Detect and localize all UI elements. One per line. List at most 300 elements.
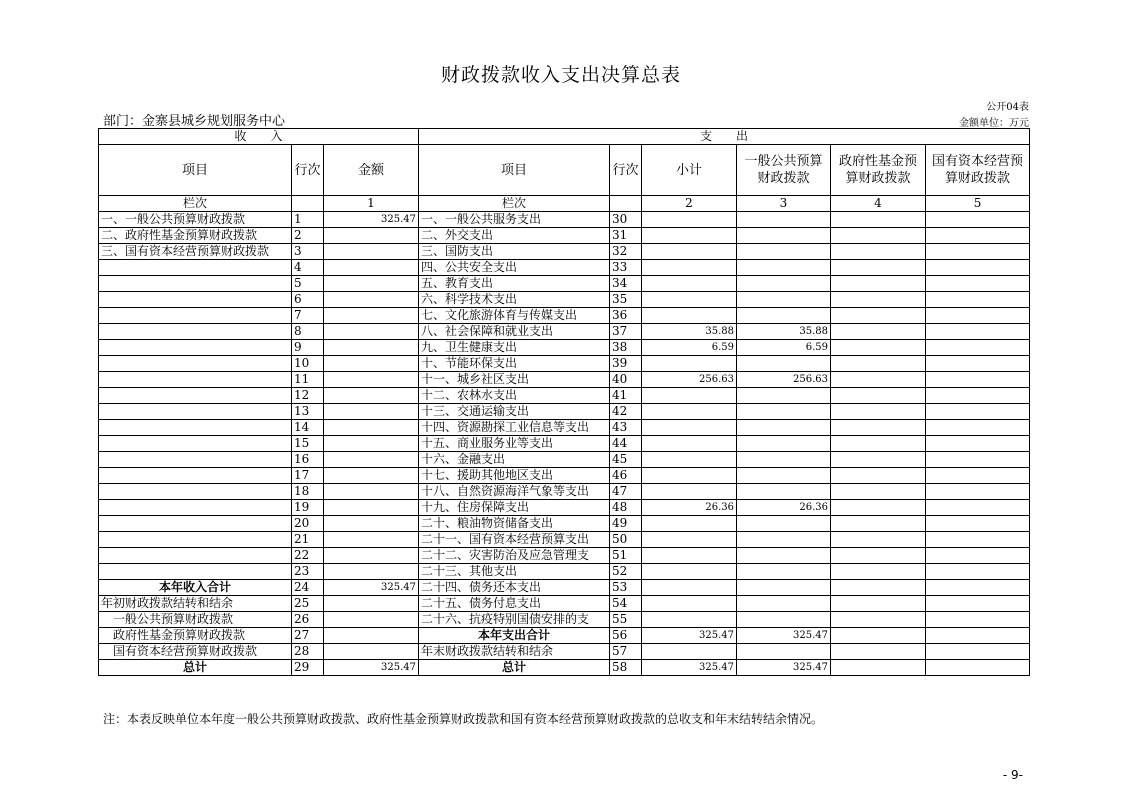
income-item (99, 340, 292, 356)
expense-row-number: 46 (610, 468, 642, 484)
col-index-expense-row (610, 196, 642, 212)
expense-subtotal (642, 468, 737, 484)
expense-item: 二十二、灾害防治及应急管理支 (419, 548, 610, 564)
expense-subtotal (642, 388, 737, 404)
expense-state-capital (926, 292, 1030, 308)
income-row-number: 11 (292, 372, 324, 388)
table-row (99, 452, 1030, 468)
expense-general-budget (737, 516, 831, 532)
income-amount: 325.47 (324, 660, 419, 676)
expense-state-capital (926, 628, 1030, 644)
expense-item: 二十一、国有资本经营预算支出 (419, 532, 610, 548)
expense-general-budget: 26.36 (737, 500, 831, 516)
expense-subtotal (642, 404, 737, 420)
expense-state-capital (926, 356, 1030, 372)
income-row-number: 17 (292, 468, 324, 484)
expense-state-capital (926, 436, 1030, 452)
expense-subtotal (642, 516, 737, 532)
income-section-label: 收 入 (99, 129, 419, 145)
expense-state-capital (926, 564, 1030, 580)
column-index-row (99, 196, 1030, 212)
expense-gov-fund (831, 356, 926, 372)
income-amount (324, 468, 419, 484)
income-amount (324, 260, 419, 276)
expense-item: 二十四、债务还本支出 (419, 580, 610, 596)
expense-item: 十四、资源勘探工业信息等支出 (419, 420, 610, 436)
table-row (99, 324, 1030, 340)
income-row-number: 14 (292, 420, 324, 436)
income-amount (324, 276, 419, 292)
expense-subtotal (642, 276, 737, 292)
expense-row-number: 58 (610, 660, 642, 676)
income-row-number: 19 (292, 500, 324, 516)
expense-subtotal (642, 356, 737, 372)
expense-row-number: 38 (610, 340, 642, 356)
expense-gov-fund (831, 532, 926, 548)
income-amount (324, 404, 419, 420)
income-item (99, 372, 292, 388)
expense-row-number: 41 (610, 388, 642, 404)
expense-general-budget (737, 212, 831, 228)
expense-section-label: 支 出 (419, 129, 1030, 145)
table-row (99, 564, 1030, 580)
expense-state-capital (926, 404, 1030, 420)
income-row-number: 2 (292, 228, 324, 244)
expense-gov-fund (831, 580, 926, 596)
income-amount: 325.47 (324, 580, 419, 596)
expense-subtotal (642, 612, 737, 628)
fiscal-summary-table (98, 128, 1030, 676)
expense-general-budget (737, 596, 831, 612)
expense-row-number: 47 (610, 484, 642, 500)
col-index-expense-item: 栏次 (419, 196, 610, 212)
income-row-number: 6 (292, 292, 324, 308)
expense-item: 四、公共安全支出 (419, 260, 610, 276)
expense-item: 十六、金融支出 (419, 452, 610, 468)
expense-row-number: 39 (610, 356, 642, 372)
col-index-state: 5 (926, 196, 1030, 212)
expense-general-budget (737, 484, 831, 500)
expense-subtotal (642, 564, 737, 580)
expense-gov-fund (831, 564, 926, 580)
income-item: 政府性基金预算财政拨款 (99, 628, 292, 644)
expense-subtotal (642, 244, 737, 260)
table-row (99, 340, 1030, 356)
income-item (99, 500, 292, 516)
income-item: 三、国有资本经营预算财政拨款 (99, 244, 292, 260)
expense-item: 八、社会保障和就业支出 (419, 324, 610, 340)
expense-subtotal (642, 484, 737, 500)
expense-item: 二十五、债务付息支出 (419, 596, 610, 612)
expense-state-capital (926, 532, 1030, 548)
income-item (99, 404, 292, 420)
table-row (99, 612, 1030, 628)
expense-row-number: 35 (610, 292, 642, 308)
expense-item: 年末财政拨款结转和结余 (419, 644, 610, 660)
table-row (99, 276, 1030, 292)
expense-row-number: 43 (610, 420, 642, 436)
expense-subtotal (642, 452, 737, 468)
expense-gov-fund (831, 516, 926, 532)
expense-item: 总计 (419, 660, 610, 676)
table-row (99, 660, 1030, 676)
expense-state-capital (926, 372, 1030, 388)
income-item (99, 308, 292, 324)
expense-subtotal (642, 228, 737, 244)
expense-row-number: 37 (610, 324, 642, 340)
income-item (99, 468, 292, 484)
col-index-income-amount: 1 (324, 196, 419, 212)
income-row-number: 9 (292, 340, 324, 356)
income-row-number: 20 (292, 516, 324, 532)
income-amount (324, 644, 419, 660)
income-row-number: 15 (292, 436, 324, 452)
expense-state-capital (926, 452, 1030, 468)
expense-row-number: 45 (610, 452, 642, 468)
table-row (99, 644, 1030, 660)
expense-row-number: 31 (610, 228, 642, 244)
expense-gov-fund (831, 212, 926, 228)
table-row (99, 580, 1030, 596)
expense-row-number: 32 (610, 244, 642, 260)
header-income-amount: 金额 (324, 145, 419, 196)
income-item (99, 516, 292, 532)
expense-general-budget (737, 228, 831, 244)
expense-state-capital (926, 276, 1030, 292)
col-index-fund: 4 (831, 196, 926, 212)
expense-item: 九、卫生健康支出 (419, 340, 610, 356)
table-row (99, 516, 1030, 532)
expense-state-capital (926, 212, 1030, 228)
income-item (99, 260, 292, 276)
expense-item: 十五、商业服务业等支出 (419, 436, 610, 452)
expense-item: 本年支出合计 (419, 628, 610, 644)
income-item: 国有资本经营预算财政拨款 (99, 644, 292, 660)
expense-item: 十八、自然资源海洋气象等支出 (419, 484, 610, 500)
income-amount (324, 340, 419, 356)
expense-gov-fund (831, 388, 926, 404)
expense-row-number: 56 (610, 628, 642, 644)
expense-gov-fund (831, 468, 926, 484)
expense-row-number: 51 (610, 548, 642, 564)
expense-state-capital (926, 580, 1030, 596)
income-item (99, 564, 292, 580)
expense-gov-fund (831, 324, 926, 340)
income-row-number: 29 (292, 660, 324, 676)
expense-general-budget (737, 644, 831, 660)
income-item: 总计 (99, 660, 292, 676)
table-row (99, 420, 1030, 436)
header-expense-state: 国有资本经营预算财政拨款 (926, 145, 1030, 196)
table-row (99, 548, 1030, 564)
income-item: 本年收入合计 (99, 580, 292, 596)
expense-state-capital (926, 516, 1030, 532)
expense-general-budget: 35.88 (737, 324, 831, 340)
income-amount (324, 532, 419, 548)
table-row (99, 308, 1030, 324)
income-item (99, 388, 292, 404)
col-index-subtotal: 2 (642, 196, 737, 212)
expense-state-capital (926, 468, 1030, 484)
income-row-number: 24 (292, 580, 324, 596)
expense-gov-fund (831, 276, 926, 292)
expense-general-budget (737, 260, 831, 276)
expense-gov-fund (831, 244, 926, 260)
expense-general-budget (737, 308, 831, 324)
table-row (99, 212, 1030, 228)
header-income-item: 项目 (99, 145, 292, 196)
expense-subtotal (642, 436, 737, 452)
department-label: 部门：金寨县城乡规划服务中心 (103, 114, 286, 129)
col-index-income-row (292, 196, 324, 212)
expense-state-capital (926, 324, 1030, 340)
unit-label: 金额单位：万元 (959, 118, 1029, 129)
expense-item: 一、一般公共服务支出 (419, 212, 610, 228)
table-row (99, 356, 1030, 372)
expense-row-number: 50 (610, 532, 642, 548)
expense-subtotal (642, 260, 737, 276)
table-row (99, 532, 1030, 548)
expense-subtotal (642, 596, 737, 612)
expense-item: 十一、城乡社区支出 (419, 372, 610, 388)
income-item (99, 548, 292, 564)
income-amount (324, 324, 419, 340)
income-row-number: 16 (292, 452, 324, 468)
expense-general-budget (737, 244, 831, 260)
income-row-number: 13 (292, 404, 324, 420)
expense-gov-fund (831, 420, 926, 436)
expense-item: 二、外交支出 (419, 228, 610, 244)
expense-gov-fund (831, 644, 926, 660)
expense-general-budget (737, 612, 831, 628)
income-amount (324, 516, 419, 532)
income-amount (324, 372, 419, 388)
table-row (99, 596, 1030, 612)
income-row-number: 23 (292, 564, 324, 580)
income-row-number: 1 (292, 212, 324, 228)
table-row (99, 628, 1030, 644)
expense-gov-fund (831, 660, 926, 676)
expense-item: 六、科学技术支出 (419, 292, 610, 308)
expense-state-capital (926, 244, 1030, 260)
table-row (99, 388, 1030, 404)
expense-subtotal (642, 292, 737, 308)
income-item (99, 420, 292, 436)
income-amount (324, 564, 419, 580)
expense-general-budget: 256.63 (737, 372, 831, 388)
expense-subtotal (642, 212, 737, 228)
income-row-number: 4 (292, 260, 324, 276)
expense-row-number: 57 (610, 644, 642, 660)
expense-state-capital (926, 308, 1030, 324)
expense-subtotal: 6.59 (642, 340, 737, 356)
expense-state-capital (926, 500, 1030, 516)
table-row (99, 468, 1030, 484)
expense-gov-fund (831, 500, 926, 516)
expense-item: 二十三、其他支出 (419, 564, 610, 580)
income-item (99, 276, 292, 292)
footnote: 注：本表反映单位本年度一般公共预算财政拨款、政府性基金预算财政拨款和国有资本经营预算财政拨款的总收支和年末结转结余情况。 (103, 712, 824, 726)
expense-row-number: 53 (610, 580, 642, 596)
income-row-number: 3 (292, 244, 324, 260)
income-amount (324, 596, 419, 612)
income-amount (324, 612, 419, 628)
section-header-row (99, 129, 1030, 145)
table-row (99, 244, 1030, 260)
expense-item: 十九、住房保障支出 (419, 500, 610, 516)
expense-gov-fund (831, 548, 926, 564)
expense-general-budget (737, 436, 831, 452)
expense-state-capital (926, 548, 1030, 564)
expense-general-budget (737, 452, 831, 468)
income-amount (324, 484, 419, 500)
income-row-number: 26 (292, 612, 324, 628)
table-row (99, 260, 1030, 276)
expense-item: 二十、粮油物资储备支出 (419, 516, 610, 532)
income-row-number: 25 (292, 596, 324, 612)
expense-item: 二十六、抗疫特别国债安排的支 (419, 612, 610, 628)
expense-general-budget (737, 532, 831, 548)
expense-row-number: 49 (610, 516, 642, 532)
col-index-general: 3 (737, 196, 831, 212)
expense-general-budget (737, 276, 831, 292)
expense-general-budget (737, 356, 831, 372)
expense-subtotal: 325.47 (642, 628, 737, 644)
expense-state-capital (926, 644, 1030, 660)
income-item: 二、政府性基金预算财政拨款 (99, 228, 292, 244)
income-item (99, 484, 292, 500)
expense-general-budget (737, 420, 831, 436)
expense-general-budget (737, 468, 831, 484)
expense-general-budget: 6.59 (737, 340, 831, 356)
expense-state-capital (926, 260, 1030, 276)
expense-subtotal (642, 580, 737, 596)
table-row (99, 372, 1030, 388)
header-expense-item: 项目 (419, 145, 610, 196)
table-row (99, 500, 1030, 516)
income-amount (324, 228, 419, 244)
expense-row-number: 44 (610, 436, 642, 452)
income-row-number: 27 (292, 628, 324, 644)
expense-gov-fund (831, 452, 926, 468)
expense-state-capital (926, 612, 1030, 628)
col-index-income-item: 栏次 (99, 196, 292, 212)
expense-item: 十二、农林水支出 (419, 388, 610, 404)
expense-row-number: 54 (610, 596, 642, 612)
page-number: - 9- (1002, 768, 1023, 782)
table-row (99, 228, 1030, 244)
expense-gov-fund (831, 404, 926, 420)
expense-gov-fund (831, 228, 926, 244)
header-expense-subtotal: 小计 (642, 145, 737, 196)
table-row (99, 292, 1030, 308)
income-item (99, 356, 292, 372)
income-item (99, 324, 292, 340)
expense-item: 十三、交通运输支出 (419, 404, 610, 420)
expense-general-budget (737, 404, 831, 420)
expense-gov-fund (831, 596, 926, 612)
expense-item: 三、国防支出 (419, 244, 610, 260)
income-amount (324, 436, 419, 452)
income-row-number: 12 (292, 388, 324, 404)
expense-row-number: 34 (610, 276, 642, 292)
header-expense-row: 行次 (610, 145, 642, 196)
expense-state-capital (926, 228, 1030, 244)
column-header-row (99, 145, 1030, 196)
expense-subtotal (642, 532, 737, 548)
expense-gov-fund (831, 292, 926, 308)
income-item (99, 452, 292, 468)
income-item (99, 532, 292, 548)
expense-state-capital (926, 420, 1030, 436)
income-amount: 325.47 (324, 212, 419, 228)
income-amount (324, 548, 419, 564)
table-row (99, 484, 1030, 500)
expense-subtotal (642, 420, 737, 436)
income-amount (324, 628, 419, 644)
expense-subtotal: 35.88 (642, 324, 737, 340)
expense-row-number: 52 (610, 564, 642, 580)
expense-general-budget (737, 292, 831, 308)
income-row-number: 5 (292, 276, 324, 292)
expense-gov-fund (831, 260, 926, 276)
expense-state-capital (926, 596, 1030, 612)
income-amount (324, 388, 419, 404)
expense-subtotal: 256.63 (642, 372, 737, 388)
income-amount (324, 308, 419, 324)
expense-state-capital (926, 484, 1030, 500)
expense-general-budget (737, 388, 831, 404)
expense-gov-fund (831, 612, 926, 628)
income-item: 一般公共预算财政拨款 (99, 612, 292, 628)
income-row-number: 22 (292, 548, 324, 564)
income-item: 一、一般公共预算财政拨款 (99, 212, 292, 228)
income-item (99, 292, 292, 308)
expense-gov-fund (831, 484, 926, 500)
expense-general-budget: 325.47 (737, 628, 831, 644)
income-item (99, 436, 292, 452)
expense-row-number: 33 (610, 260, 642, 276)
income-row-number: 10 (292, 356, 324, 372)
income-row-number: 7 (292, 308, 324, 324)
expense-gov-fund (831, 628, 926, 644)
header-income-row: 行次 (292, 145, 324, 196)
expense-subtotal (642, 308, 737, 324)
expense-row-number: 40 (610, 372, 642, 388)
expense-subtotal (642, 644, 737, 660)
header-expense-fund: 政府性基金预算财政拨款 (831, 145, 926, 196)
expense-subtotal: 26.36 (642, 500, 737, 516)
expense-general-budget (737, 564, 831, 580)
income-item: 年初财政拨款结转和结余 (99, 596, 292, 612)
expense-item: 五、教育支出 (419, 276, 610, 292)
table-row (99, 436, 1030, 452)
expense-general-budget (737, 548, 831, 564)
expense-gov-fund (831, 436, 926, 452)
table-row (99, 404, 1030, 420)
expense-state-capital (926, 388, 1030, 404)
expense-item: 十、节能环保支出 (419, 356, 610, 372)
expense-general-budget: 325.47 (737, 660, 831, 676)
expense-item: 十七、援助其他地区支出 (419, 468, 610, 484)
income-amount (324, 292, 419, 308)
expense-gov-fund (831, 340, 926, 356)
expense-row-number: 30 (610, 212, 642, 228)
expense-state-capital (926, 340, 1030, 356)
page-title: 财政拨款收入支出决算总表 (440, 64, 681, 86)
expense-row-number: 36 (610, 308, 642, 324)
income-row-number: 28 (292, 644, 324, 660)
